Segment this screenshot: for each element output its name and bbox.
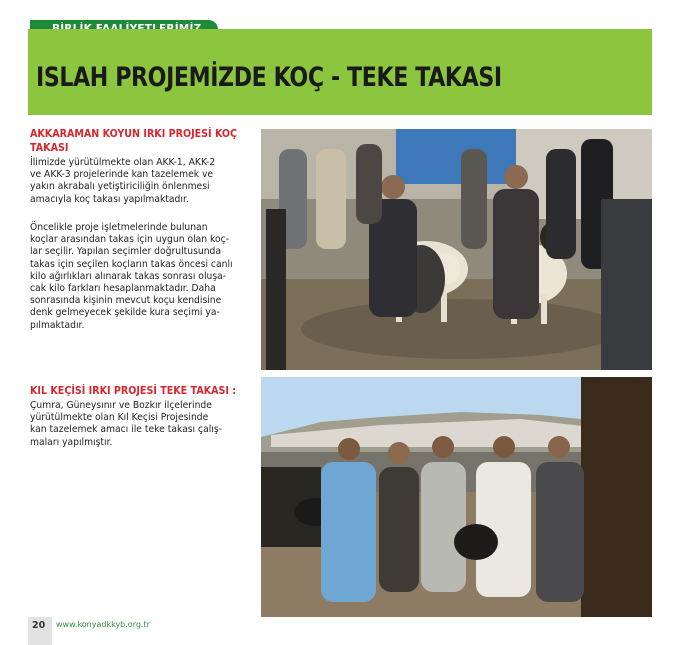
text-line: ve AKK-3 projelerinde kan tazelemek ve — [30, 169, 214, 181]
text-line: yürütülmekte olan Kıl Keçisi Projesinde — [30, 412, 209, 424]
footer-url[interactable]: www.konyadkkyb.org.tr — [56, 620, 150, 629]
article1-paragraph-2 — [30, 222, 245, 332]
text-line: koçlar arasından takas için uygun olan koç- — [30, 234, 230, 246]
article2-heading: KIL KEÇİSİ IRKI PROJESİ TEKE TAKASI : — [30, 385, 237, 397]
article1-heading-line: AKKARAMAN KOYUN IRKI PROJESİ KOÇ — [30, 128, 238, 140]
text-line: İlimizde yürütülmekte olan AKK-1, AKK-2 — [30, 157, 216, 168]
article2-paragraph-1 — [30, 400, 245, 449]
text-line: lar seçilir. Yapılan seçimler doğrultusunda — [30, 246, 222, 258]
text-line: Öncelikle proje işletmelerinde bulunan — [30, 222, 208, 233]
text-line: kan tazelemek amacı ile teke takası çalış- — [30, 424, 222, 436]
text-line: pılmaktadır. — [30, 319, 85, 331]
text-line: kilo ağırlıkları alınarak takas sonrası oluşa- — [30, 270, 227, 282]
title-band — [28, 29, 652, 115]
goat-exchange-photo — [261, 377, 652, 617]
article1-paragraph-1 — [30, 157, 245, 206]
text-line: Çumra, Güneysınır ve Bozkır ilçelerinde — [30, 400, 212, 411]
ram-exchange-photo — [261, 129, 652, 370]
text-line: cak kilo farkları hesaplanmaktadır. Daha — [30, 283, 216, 295]
text-line: yakın akrabalı yetiştiriciliğin önlenmesi — [30, 181, 210, 193]
page-number: 20 — [28, 617, 52, 645]
text-line: takas için seçilen koçların takas öncesi canlı — [30, 258, 233, 270]
text-line: amacıyla koç takası yapılmaktadır. — [30, 193, 189, 205]
text-line: sonrasında kişinin mevcut koçu kendisine — [30, 295, 222, 307]
page-title: ISLAH PROJEMİZDE KOÇ - TEKE TAKASI — [36, 62, 502, 93]
article1-heading-line: TAKASI — [30, 142, 69, 154]
article1-heading — [30, 127, 237, 155]
text-line: denk gelmeyecek şekilde kura seçimi ya- — [30, 307, 220, 319]
text-line: maları yapılmıştır. — [30, 436, 113, 448]
